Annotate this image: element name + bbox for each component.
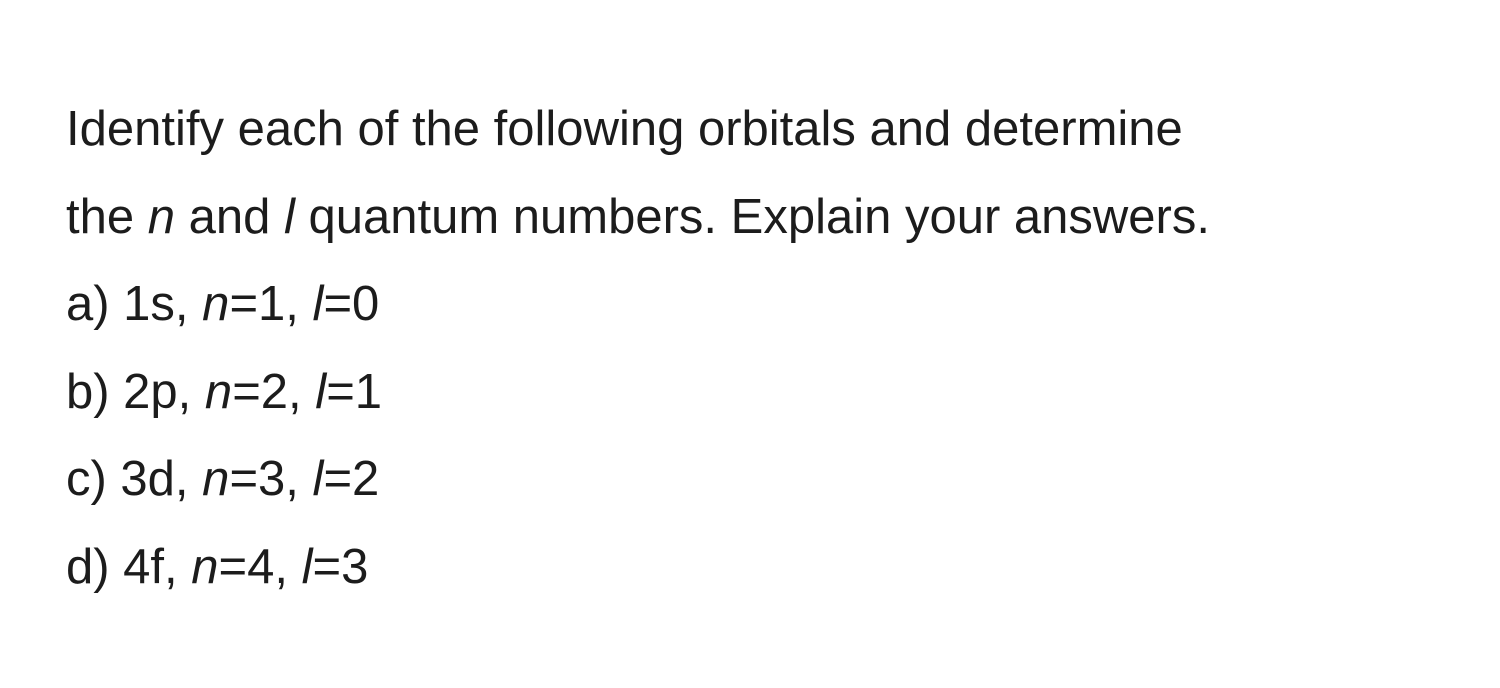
question-line-2 (66, 174, 1466, 262)
l-symbol: l (283, 189, 295, 244)
l-symbol: l (301, 539, 313, 594)
n-symbol: n (202, 452, 230, 506)
l-symbol: l (312, 277, 324, 331)
item-prefix: a) 1s, (66, 277, 203, 331)
n-value: =2, (232, 364, 316, 419)
item-prefix: c) 3d, (66, 452, 203, 506)
l-value: =2 (323, 452, 380, 506)
l-value: =1 (326, 364, 383, 419)
n-symbol: n (202, 277, 230, 331)
answer-item-d (66, 524, 1466, 612)
n-symbol: n (204, 364, 233, 419)
answer-item-c (66, 436, 1466, 524)
n-symbol: n (147, 189, 175, 244)
n-symbol: n (191, 539, 219, 594)
question-text: the (66, 189, 148, 244)
question-line-1 (66, 86, 1466, 174)
item-prefix: d) 4f, (66, 539, 192, 594)
question-text: Identify each of the following orbitals and determine (66, 102, 1183, 156)
answer-item-a (66, 261, 1466, 349)
document-body (66, 86, 1466, 611)
n-value: =1, (229, 277, 313, 331)
answer-item-b (66, 349, 1466, 437)
question-text: quantum numbers. Explain your answers. (294, 189, 1210, 244)
item-prefix: b) 2p, (66, 364, 205, 419)
l-value: =0 (323, 277, 380, 331)
n-value: =3, (229, 452, 313, 506)
l-symbol: l (315, 364, 327, 419)
n-value: =4, (218, 539, 302, 594)
l-value: =3 (312, 539, 369, 594)
question-text: and (175, 189, 284, 244)
l-symbol: l (312, 452, 324, 506)
